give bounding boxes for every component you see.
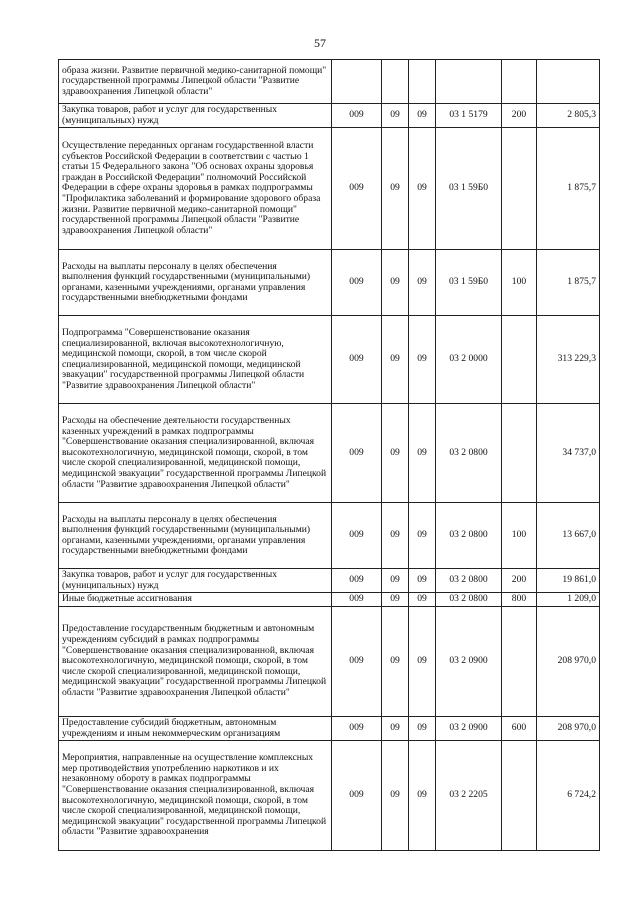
row-rz-cell: 09	[382, 593, 409, 607]
row-vr-cell: 600	[502, 716, 537, 740]
table-row	[59, 503, 600, 569]
table-row	[59, 316, 600, 404]
row-csr-cell: 03 2 0900	[436, 716, 502, 740]
row-rz-cell	[382, 60, 409, 104]
row-sum-cell: 1 209,0	[537, 593, 600, 607]
row-ved-cell: 009	[332, 316, 382, 404]
table-row	[59, 104, 600, 128]
row-sum-cell: 19 861,0	[537, 569, 600, 593]
budget-table-body	[59, 60, 600, 851]
row-pr-cell: 09	[409, 250, 436, 316]
row-vr-cell: 200	[502, 569, 537, 593]
row-csr-cell: 03 2 0000	[436, 316, 502, 404]
row-name-cell: Закупка товаров, работ и услуг для государственных (муниципальных) нужд	[59, 104, 332, 128]
row-sum-cell: 313 229,3	[537, 316, 600, 404]
row-name-cell: Расходы на выплаты персоналу в целях обеспечения выполнения функций государственными (муниципальными) органами, казенными учреждениями, органами управления государственными внебюджетными фондами	[59, 503, 332, 569]
row-name-cell: Осуществление переданных органам государственной власти субъектов Российской Федерации в соответствии с частью 1 статьи 15 Федерального закона "Об основах охраны здоровья граждан в Российской Федерации" полномочий Российской Федерации в сфере охраны здоровья в рамках подпрограммы "Профилактика заболеваний и формирование здорового образа жизни. Развитие первичной медико-санитарной помощи" государственной программы Липецкой области "Развитие здравоохранения Липецкой области"	[59, 128, 332, 250]
row-csr-cell: 03 2 0800	[436, 404, 502, 503]
row-rz-cell: 09	[382, 716, 409, 740]
row-pr-cell: 09	[409, 593, 436, 607]
row-name-cell: Иные бюджетные ассигнования	[59, 593, 332, 607]
row-vr-cell	[502, 741, 537, 851]
row-rz-cell: 09	[382, 128, 409, 250]
row-sum-cell: 208 970,0	[537, 716, 600, 740]
row-csr-cell: 03 1 59Б0	[436, 250, 502, 316]
row-pr-cell	[409, 60, 436, 104]
row-vr-cell: 100	[502, 250, 537, 316]
row-rz-cell: 09	[382, 569, 409, 593]
row-rz-cell: 09	[382, 404, 409, 503]
row-ved-cell: 009	[332, 104, 382, 128]
row-pr-cell: 09	[409, 128, 436, 250]
row-csr-cell: 03 2 2205	[436, 741, 502, 851]
row-csr-cell: 03 1 59Б0	[436, 128, 502, 250]
row-rz-cell: 09	[382, 316, 409, 404]
row-sum-cell: 6 724,2	[537, 741, 600, 851]
row-sum-cell: 208 970,0	[537, 606, 600, 716]
row-csr-cell: 03 2 0800	[436, 503, 502, 569]
row-ved-cell	[332, 60, 382, 104]
row-ved-cell: 009	[332, 593, 382, 607]
row-csr-cell: 03 2 0800	[436, 569, 502, 593]
row-name-cell: Предоставление государственным бюджетным и автономным учреждениям субсидий в рамках подпрограммы "Совершенствование оказания специализированной, включая высокотехнологичную, медицинской помощи, скорой, в том числе скорой специализированной, медицинской помощи, медицинской эвакуации" государственной программы Липецкой области "Развитие здравоохранения Липецкой области"	[59, 606, 332, 716]
row-vr-cell	[502, 60, 537, 104]
row-ved-cell: 009	[332, 128, 382, 250]
row-vr-cell: 100	[502, 503, 537, 569]
row-pr-cell: 09	[409, 606, 436, 716]
table-row	[59, 250, 600, 316]
row-name-cell: Расходы на обеспечение деятельности государственных казенных учреждений в рамках подпрограммы "Совершенствование оказания специализированной, включая высокотехнологичную, медицинской помощи, скорой, в том числе скорой специализированной, медицинской помощи, медицинской эвакуации" государственной программы Липецкой области "Развитие здравоохранения Липецкой области"	[59, 404, 332, 503]
row-vr-cell	[502, 404, 537, 503]
row-rz-cell: 09	[382, 250, 409, 316]
table-row	[59, 60, 600, 104]
row-csr-cell: 03 2 0800	[436, 593, 502, 607]
row-ved-cell: 009	[332, 569, 382, 593]
row-vr-cell: 200	[502, 104, 537, 128]
row-csr-cell: 03 1 5179	[436, 104, 502, 128]
row-pr-cell: 09	[409, 716, 436, 740]
table-row	[59, 606, 600, 716]
row-rz-cell: 09	[382, 104, 409, 128]
row-sum-cell: 2 805,3	[537, 104, 600, 128]
row-vr-cell: 800	[502, 593, 537, 607]
table-row	[59, 741, 600, 851]
row-sum-cell: 34 737,0	[537, 404, 600, 503]
row-sum-cell: 1 875,7	[537, 250, 600, 316]
row-ved-cell: 009	[332, 404, 382, 503]
row-pr-cell: 09	[409, 104, 436, 128]
table-row	[59, 569, 600, 593]
row-vr-cell	[502, 128, 537, 250]
page-number: 57	[314, 36, 326, 50]
row-ved-cell: 009	[332, 716, 382, 740]
table-row	[59, 404, 600, 503]
table-row	[59, 716, 600, 740]
row-name-cell: Подпрограмма "Совершенствование оказания специализированной, включая высокотехнологичную, медицинской помощи, скорой, в том числе скорой специализированной, медицинской помощи, медицинской эвакуации" государственной программы Липецкой области "Развитие здравоохранения Липецкой области"	[59, 316, 332, 404]
row-name-cell: Мероприятия, направленные на осуществление комплексных мер противодействия употреблению наркотиков и их незаконному обороту в рамках подпрограммы "Совершенствование оказания специализированной, включая высокотехнологичную, медицинской помощи, скорой, в том числе скорой специализированной, медицинской помощи, медицинской эвакуации" государственной программы Липецкой области "Развитие здравоохранения	[59, 741, 332, 851]
row-pr-cell: 09	[409, 503, 436, 569]
row-ved-cell: 009	[332, 503, 382, 569]
row-pr-cell: 09	[409, 569, 436, 593]
table-row	[59, 128, 600, 250]
row-csr-cell: 03 2 0900	[436, 606, 502, 716]
row-vr-cell	[502, 316, 537, 404]
row-rz-cell: 09	[382, 741, 409, 851]
row-name-cell: Расходы на выплаты персоналу в целях обеспечения выполнения функций государственными (муниципальными) органами, казенными учреждениями, органами управления государственными внебюджетными фондами	[59, 250, 332, 316]
row-csr-cell	[436, 60, 502, 104]
row-ved-cell: 009	[332, 741, 382, 851]
row-ved-cell: 009	[332, 606, 382, 716]
row-pr-cell: 09	[409, 316, 436, 404]
row-pr-cell: 09	[409, 741, 436, 851]
row-name-cell: Предоставление субсидий бюджетным, автономным учреждениям и иным некоммерческим организациям	[59, 716, 332, 740]
row-pr-cell: 09	[409, 404, 436, 503]
table-row	[59, 593, 600, 607]
row-name-cell: Закупка товаров, работ и услуг для государственных (муниципальных) нужд	[59, 569, 332, 593]
row-sum-cell: 1 875,7	[537, 128, 600, 250]
row-rz-cell: 09	[382, 503, 409, 569]
row-name-cell: образа жизни. Развитие первичной медико-санитарной помощи" государственной программы Липецкой области "Развитие здравоохранения Липецкой области"	[59, 60, 332, 104]
row-rz-cell: 09	[382, 606, 409, 716]
row-sum-cell: 13 667,0	[537, 503, 600, 569]
row-vr-cell	[502, 606, 537, 716]
budget-table	[58, 59, 600, 851]
row-ved-cell: 009	[332, 250, 382, 316]
row-sum-cell	[537, 60, 600, 104]
